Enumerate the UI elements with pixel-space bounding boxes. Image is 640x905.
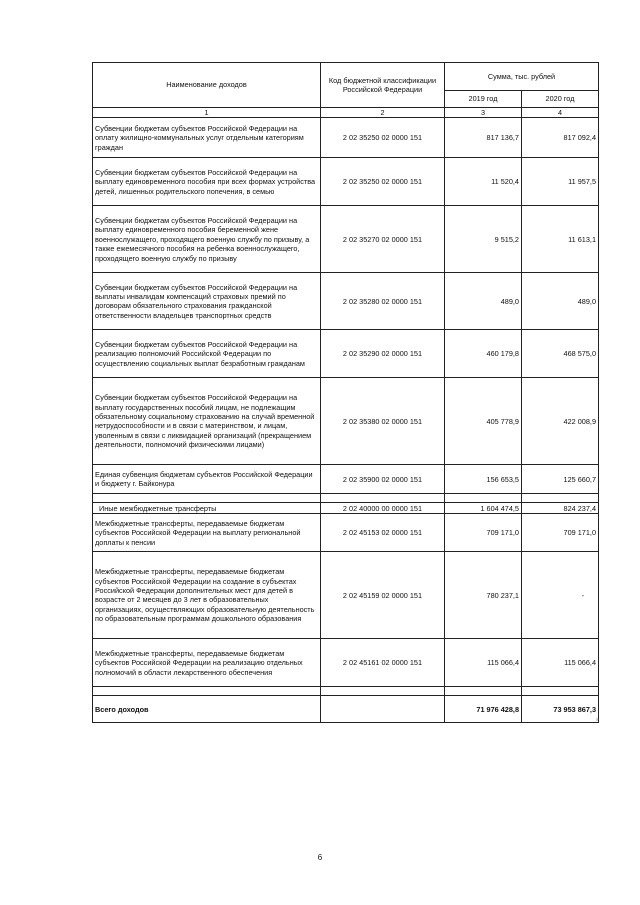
row-value-2019: 709 171,0 xyxy=(445,514,522,552)
row-code: 2 02 35250 02 0000 151 xyxy=(321,158,445,206)
row-code: 2 02 35900 02 0000 151 xyxy=(321,465,445,494)
table-row xyxy=(93,206,599,273)
table-row xyxy=(93,378,599,465)
table-row xyxy=(93,273,599,330)
row-code: 2 02 35380 02 0000 151 xyxy=(321,378,445,465)
column-number: 3 xyxy=(445,108,522,118)
spacer-row xyxy=(93,687,599,696)
row-value-2020: 824 237,4 xyxy=(522,503,599,514)
header-sum-column: Сумма, тыс. рублей xyxy=(445,63,599,91)
row-name: Субвенции бюджетам субъектов Российской Федерации на выплату единовременного пособия беременной жене военнослужащего, проходящего военную службу по призыву, а также ежемесячного пособия на ребенка военнослужащего, проходящего военную службу по призыву xyxy=(93,206,321,273)
row-code: 2 02 35290 02 0000 151 xyxy=(321,330,445,378)
header-year-2019: 2019 год xyxy=(445,91,522,108)
header-year-2020: 2020 год xyxy=(522,91,599,108)
page-number: 6 xyxy=(317,853,323,862)
total-row xyxy=(93,696,599,723)
row-code: 2 02 35270 02 0000 151 xyxy=(321,206,445,273)
closing-quote-mark: » xyxy=(596,717,599,723)
row-code: 2 02 45153 02 0000 151 xyxy=(321,514,445,552)
row-name: Субвенции бюджетам субъектов Российской Федерации на выплату государственных пособий лицам, не подлежащим обязательному социальному страхованию на случай временной нетрудоспособности и в связи с материнством, и лицам, уволенным в связи с ликвидацией организаций (прекращением деятельности, полномочий физическими лицами) xyxy=(93,378,321,465)
row-code: 2 02 40000 00 0000 151 xyxy=(321,503,445,514)
table-row xyxy=(93,118,599,158)
column-number: 4 xyxy=(522,108,599,118)
row-value-2020: 709 171,0 xyxy=(522,514,599,552)
table-row xyxy=(93,503,599,514)
row-name: Межбюджетные трансферты, передаваемые бюджетам субъектов Российской Федерации на реализацию отдельных полномочий в области лекарственного обеспечения xyxy=(93,639,321,687)
table-row xyxy=(93,465,599,494)
table-row xyxy=(93,639,599,687)
row-value-2019: 489,0 xyxy=(445,273,522,330)
row-value-2020: 489,0 xyxy=(522,273,599,330)
header-code-column: Код бюджетной классификации Российской Федерации xyxy=(321,63,445,108)
row-value-2020: 11 957,5 xyxy=(522,158,599,206)
row-value-2020: 11 613,1 xyxy=(522,206,599,273)
spacer-row xyxy=(93,494,599,503)
row-name: Субвенции бюджетам субъектов Российской Федерации на оплату жилищно-коммунальных услуг отдельным категориям граждан xyxy=(93,118,321,158)
table-row xyxy=(93,552,599,639)
total-code xyxy=(321,696,445,723)
row-value-2019: 11 520,4 xyxy=(445,158,522,206)
row-name: Межбюджетные трансферты, передаваемые бюджетам субъектов Российской Федерации на создание в субъектах Российской Федерации дополнительных мест для детей в возрасте от 2 месяцев до 3 лет в образовательных организациях, осуществляющих образовательную деятельность по образовательным программам дошкольного образования xyxy=(93,552,321,639)
total-value-2019: 71 976 428,8 xyxy=(445,696,522,723)
column-number: 1 xyxy=(93,108,321,118)
row-name: Субвенции бюджетам субъектов Российской Федерации на выплату единовременного пособия при всех формах устройства детей, лишенных родительского попечения, в семью xyxy=(93,158,321,206)
row-name: Единая субвенция бюджетам субъектов Российской Федерации и бюджету г. Байконура xyxy=(93,465,321,494)
row-value-2020: 817 092,4 xyxy=(522,118,599,158)
revenue-table xyxy=(92,62,599,723)
row-code: 2 02 35280 02 0000 151 xyxy=(321,273,445,330)
total-label: Всего доходов xyxy=(93,696,321,723)
row-value-2019: 817 136,7 xyxy=(445,118,522,158)
row-code: 2 02 45161 02 0000 151 xyxy=(321,639,445,687)
row-value-2019: 1 604 474,5 xyxy=(445,503,522,514)
row-value-2019: 780 237,1 xyxy=(445,552,522,639)
row-name: Субвенции бюджетам субъектов Российской Федерации на реализацию полномочий Российской Федерации по осуществлению социальных выплат безработным гражданам xyxy=(93,330,321,378)
row-value-2019: 156 653,5 xyxy=(445,465,522,494)
row-value-2020: - xyxy=(522,552,599,639)
column-number: 2 xyxy=(321,108,445,118)
table-row xyxy=(93,514,599,552)
row-code: 2 02 35250 02 0000 151 xyxy=(321,118,445,158)
row-value-2020: 125 660,7 xyxy=(522,465,599,494)
table-row xyxy=(93,158,599,206)
row-value-2020: 422 008,9 xyxy=(522,378,599,465)
row-value-2019: 115 066,4 xyxy=(445,639,522,687)
row-name: Межбюджетные трансферты, передаваемые бюджетам субъектов Российской Федерации на выплату региональной доплаты к пенсии xyxy=(93,514,321,552)
row-code: 2 02 45159 02 0000 151 xyxy=(321,552,445,639)
row-value-2020: 468 575,0 xyxy=(522,330,599,378)
row-name: Субвенции бюджетам субъектов Российской Федерации на выплаты инвалидам компенсаций страховых премий по договорам обязательного страхования гражданской ответственности владельцев транспортных средств xyxy=(93,273,321,330)
total-value-2020: 73 953 867,3 xyxy=(522,696,599,723)
row-name: Иные межбюджетные трансферты xyxy=(93,503,321,514)
table-row xyxy=(93,330,599,378)
row-value-2019: 9 515,2 xyxy=(445,206,522,273)
header-name-column: Наименование доходов xyxy=(93,63,321,108)
row-value-2020: 115 066,4 xyxy=(522,639,599,687)
row-value-2019: 405 778,9 xyxy=(445,378,522,465)
row-value-2019: 460 179,8 xyxy=(445,330,522,378)
